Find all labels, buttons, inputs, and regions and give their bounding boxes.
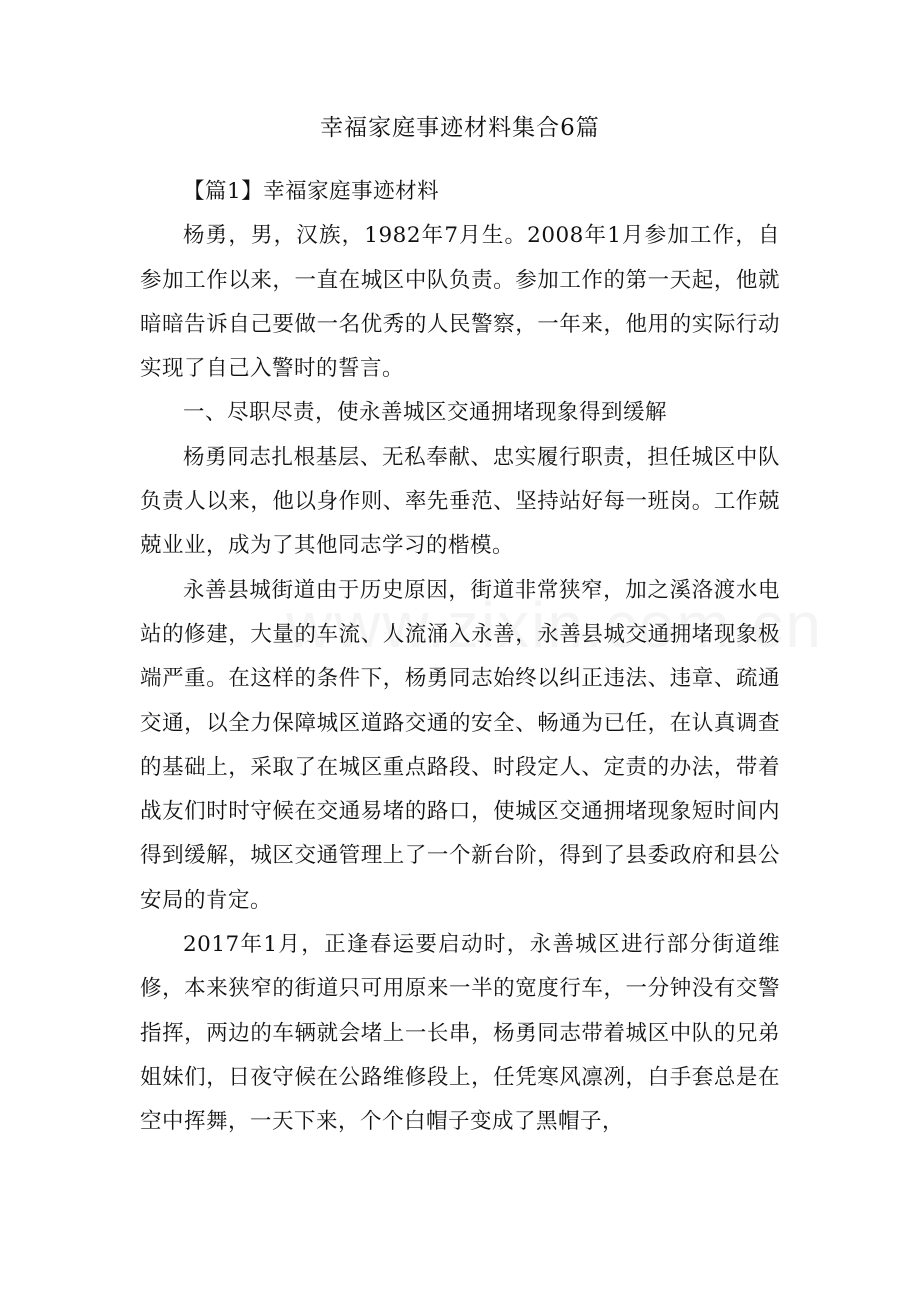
subsection-heading: 一、尽职尽责，使永善城区交通拥堵现象得到缓解 <box>183 400 668 426</box>
section-heading: 【篇1】幸福家庭事迹材料 <box>183 179 440 204</box>
paragraph: 2017年1月，正逢春运要启动时，永善城区进行部分街道维修，本来狭窄的街道只可用原来一半的宽度行车，一分钟没有交警指挥，两边的车辆就会堵上一长串，杨勇同志带着城区中队的兄弟姐妹们，日夜守候在公路维修段上，任凭寒风凛冽，白手套总是在空中挥舞，一天下来，个个白帽子变成了黑帽子， <box>140 932 780 1135</box>
paragraph: 杨勇同志扎根基层、无私奉献、忠实履行职责，担任城区中队负责人以来，他以身作则、率先垂范、坚持站好每一班岗。工作兢兢业业，成为了其他同志学习的楷模。 <box>140 444 780 559</box>
paragraph: 杨勇，男，汉族，1982年7月生。2008年1月参加工作，自参加工作以来，一直在城区中队负责。参加工作的第一天起，他就暗暗告诉自己要做一名优秀的人民警察，一年来，他用的实际行动实现了自己入警时的誓言。 <box>140 223 780 382</box>
document-title: 幸福家庭事迹材料集合6篇 <box>320 115 600 141</box>
paragraph: 永善县城街道由于历史原因，街道非常狭窄，加之溪洛渡水电站的修建，大量的车流、人流涌入永善，永善县城交通拥堵现象极端严重。在这样的条件下，杨勇同志始终以纠正违法、违章、疏通交通，以全力保障城区道路交通的安全、畅通为已任，在认真调查的基础上，采取了在城区重点路段、时段定人、定责的办法，带着战友们时时守候在交通易堵的路口，使城区交通拥堵现象短时间内得到缓解，城区交通管理上了一个新台阶，得到了县委政府和县公安局的肯定。 <box>140 577 780 913</box>
document-body <box>140 170 780 1145</box>
